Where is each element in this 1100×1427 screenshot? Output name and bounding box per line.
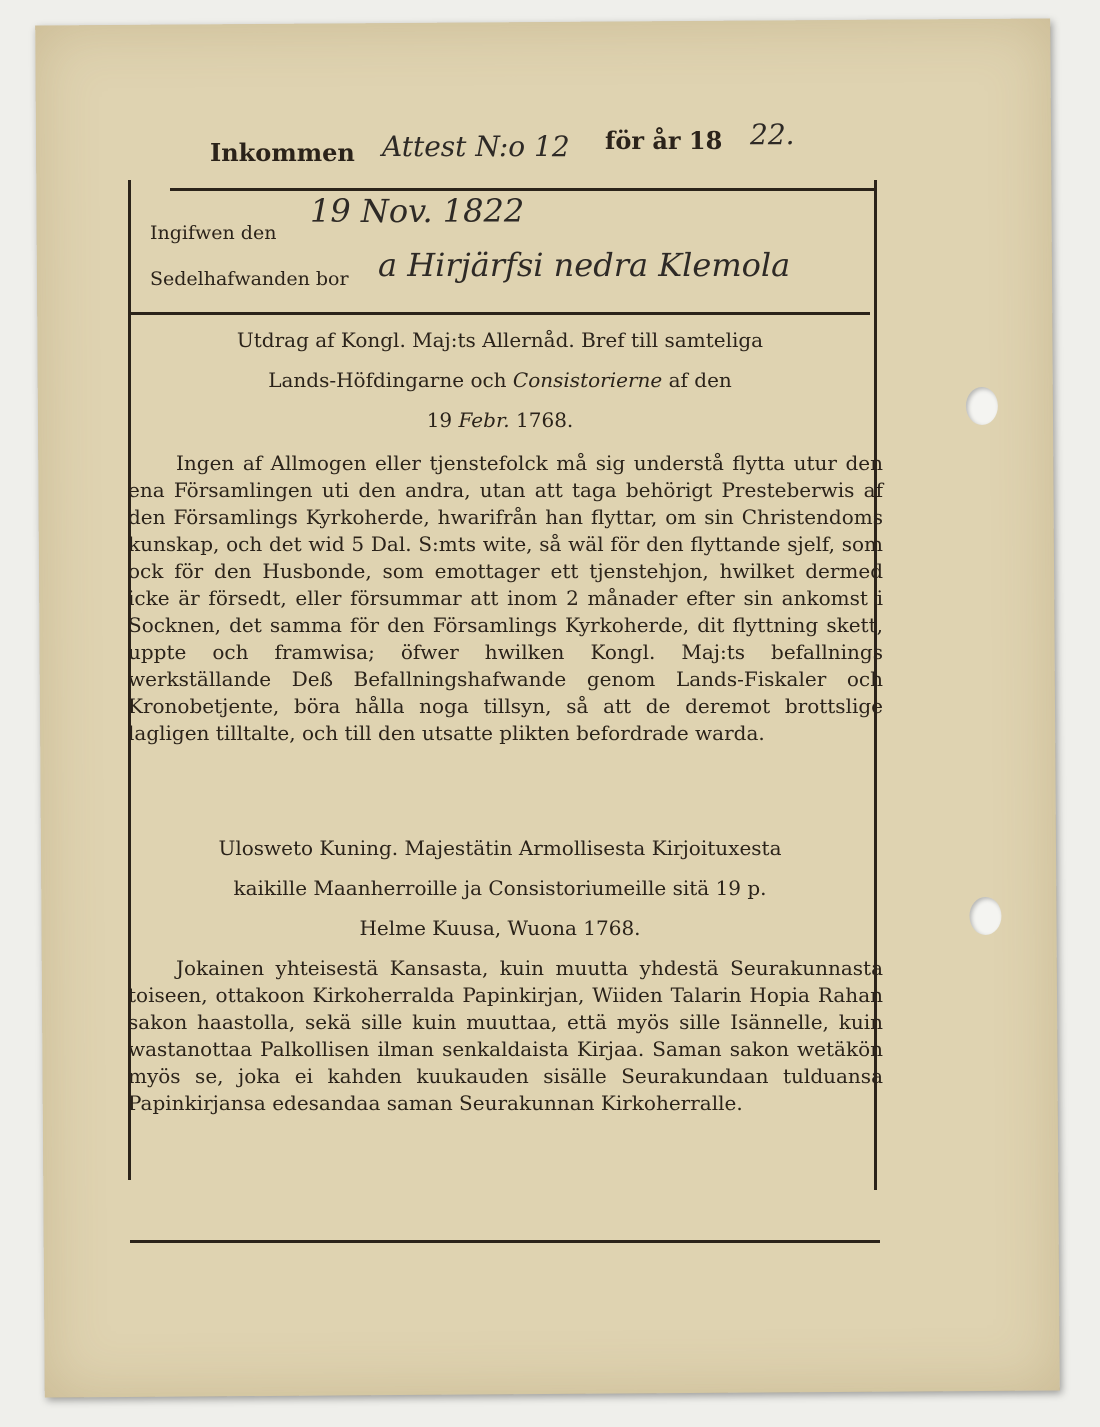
finnish-title	[120, 828, 880, 948]
swedish-title	[120, 320, 880, 440]
year-label: för år 18	[605, 126, 723, 155]
registration-block	[150, 180, 880, 300]
date-label: Ingifwen den	[150, 222, 277, 244]
document-header	[210, 118, 850, 178]
punch-hole	[969, 897, 1001, 935]
swedish-body: Ingen af Allmogen eller tjenstefolck må sig understå flytta utur den ena Församlingen uti den andra, utan att taga behörigt Presteberwis af den Församlings Kyrkoherde, hwarifrån han flyttar, om sin Christendoms kunskap, och det wid 5 Dal. S:mts wite, så wäl för den flyttande sjelf, som ock för den Husbonde, som emottager ett tjenstehjon, hwilket dermed icke är försedt, eller försummar att inom 2 månader efter sin ankomst i Socknen, det samma för den Församlings Kyrkoherde, dit flyttning skett, uppte och framwisa; öfwer hwilken Kongl. Maj:ts befallnings werkställande Deß Befallningshafwande genom Lands-Fiskaler och Kronobetjente, böra hålla noga tillsyn, så att de deremot brottslige lagligen tilltalte, och till den utsatte plikten befordrade warda.	[128, 451, 883, 745]
bottom-rule	[130, 1240, 880, 1243]
finnish-title-line2: kaikille Maanherroille ja Consistoriumeille sitä 19 p.	[233, 876, 767, 900]
residence-value: a Hirjärfsi nedra Klemola	[378, 246, 791, 284]
swedish-title-line2: Lands-Höfdingarne och Consistorierne af den	[268, 368, 732, 392]
residence-label: Sedelhafwanden bor	[150, 268, 349, 290]
year-handwritten: 22.	[750, 118, 795, 151]
finnish-title-line1: Ulosweto Kuning. Majestätin Armollisesta Kirjoituxesta	[218, 836, 782, 860]
attest-number: Attest N:o 12	[382, 130, 570, 163]
swedish-title-line3: 19 Febr. 1768.	[426, 408, 574, 432]
inkommen-label: Inkommen	[210, 138, 355, 167]
swedish-title-line1: Utdrag af Kongl. Maj:ts Allernåd. Bref till samteliga	[236, 328, 764, 352]
finnish-title-line3: Helme Kuusa, Wuona 1768.	[359, 916, 641, 940]
submission-date: 19 Nov. 1822	[310, 192, 525, 230]
punch-hole	[966, 387, 998, 425]
finnish-body: Jokainen yhteisestä Kansasta, kuin muutta yhdestä Seurakunnasta toiseen, ottakoon Kirkoherralda Papinkirjan, Wiiden Talarin Hopia Rahan sakon haastolla, sekä sille kuin muuttaa, että myös sille Isännelle, kuin wastanottaa Palkollisen ilman senkaldaista Kirjaa. Saman sakon wetäkön myös se, joka ei kahden kuukauden sisälle Seurakundaan tulduansa Papinkirjansa edesandaa saman Seurakunnan Kirkoherralle.	[128, 956, 883, 1115]
section-rule	[130, 312, 870, 315]
